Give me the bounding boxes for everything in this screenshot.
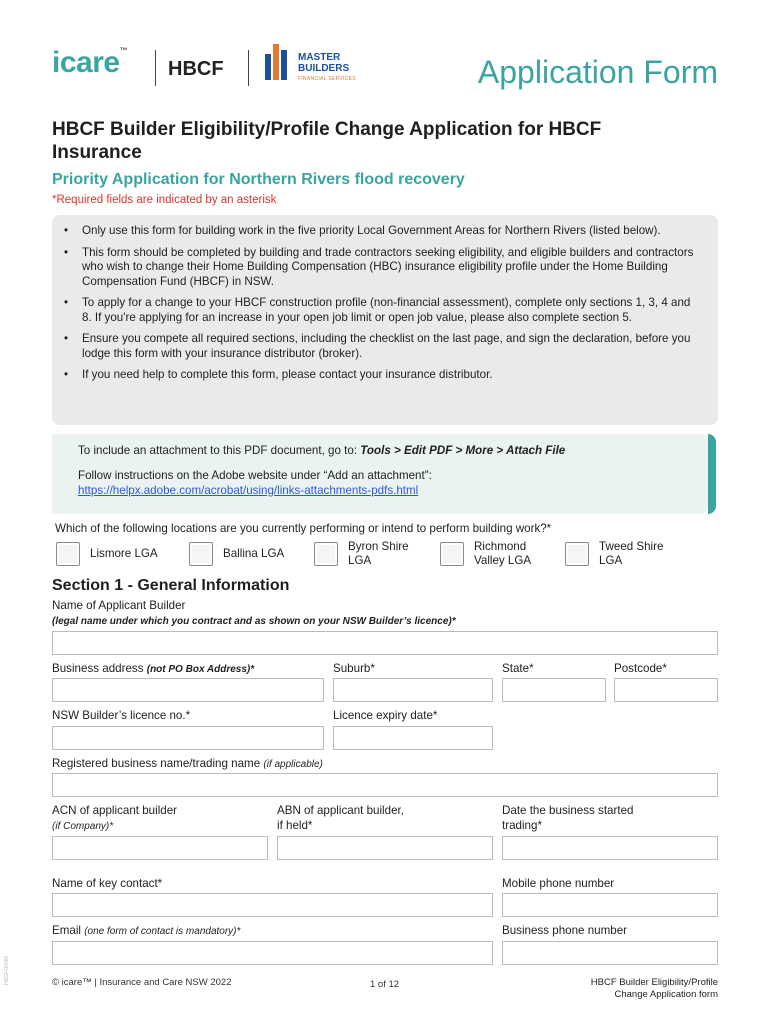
acn-field[interactable] — [52, 836, 268, 860]
trading-name-field[interactable] — [52, 773, 718, 797]
email-label: Email (one form of contact is mandatory)* — [52, 924, 241, 937]
richmond-label: Richmond Valley LGA — [474, 540, 532, 567]
list-item: • If you need help to complete this form, please contact your insurance distributor. — [62, 368, 702, 383]
ballina-label: Ballina LGA — [223, 547, 285, 560]
mobile-field[interactable] — [502, 893, 718, 917]
list-item: • Ensure you compete all required sections, including the checklist on the last page, and sign the declaration, before you lodge this form with your insurance distributor (broker). — [62, 332, 702, 361]
icare-logo: icare™ — [52, 46, 128, 79]
attachment-intro: To include an attachment to this PDF document, go to: Tools > Edit PDF > More > Attach File — [78, 444, 566, 457]
master-builders-logo: MASTER BUILDERS — [298, 52, 350, 74]
tweed-checkbox[interactable] — [565, 542, 589, 566]
list-item: • Only use this form for building work in the five priority Local Government Areas for Northern Rivers (listed below). — [62, 224, 702, 239]
suburb-field[interactable] — [333, 678, 493, 702]
state-field[interactable] — [502, 678, 606, 702]
attachment-instructions: Follow instructions on the Adobe website under “Add an attachment”: https://helpx.adobe.com/acrobat/using/links-attachments-pdfs.html — [78, 469, 432, 497]
acn-label: ACN of applicant builder — [52, 804, 178, 817]
business-address-label: Business address (not PO Box Address)* — [52, 662, 255, 675]
logo-divider — [155, 50, 156, 86]
byron-label: Byron Shire LGA — [348, 540, 409, 567]
page-title: HBCF Builder Eligibility/Profile Change Application for HBCF Insurance — [52, 119, 602, 163]
abn-label: ABN of applicant builder, if held* — [277, 804, 404, 832]
abn-field[interactable] — [277, 836, 493, 860]
hbcf-logo: HBCF — [168, 58, 224, 80]
document-type: Application Form — [477, 54, 718, 90]
side-document-code: HBCF-00000 — [4, 955, 10, 985]
lismore-checkbox[interactable] — [56, 542, 80, 566]
licence-no-field[interactable] — [52, 726, 324, 750]
lismore-label: Lismore LGA — [90, 547, 158, 560]
footer-doc-name: HBCF Builder Eligibility/Profile Change Application form — [590, 977, 718, 1000]
licence-expiry-label: Licence expiry date* — [333, 709, 438, 722]
applicant-name-field[interactable] — [52, 631, 718, 655]
acn-hint: (if Company)* — [52, 821, 114, 832]
business-phone-label: Business phone number — [502, 924, 628, 937]
trading-name-label: Registered business name/trading name (if applicable) — [52, 757, 323, 770]
list-item: • This form should be completed by building and trade contractors seeking eligibility, and eligible builders and contractors who wish to change their Home Building Compensation (HBC) insurance eligibility profile under the Home Building Compensation Fund (HBCF) in NSW. — [62, 246, 702, 290]
postcode-field[interactable] — [614, 678, 718, 702]
footer-copyright: © icare™ | Insurance and Care NSW 2022 — [52, 977, 232, 988]
date-started-label: Date the business started trading* — [502, 804, 634, 832]
master-builders-mark-icon — [265, 44, 291, 80]
key-contact-field[interactable] — [52, 893, 493, 917]
locations-question: Which of the following locations are you currently performing or intend to perform building work?* — [55, 522, 552, 535]
page-number: 1 of 12 — [370, 979, 400, 990]
suburb-label: Suburb* — [333, 662, 375, 675]
licence-expiry-field[interactable] — [333, 726, 493, 750]
instructions-list — [62, 224, 702, 390]
master-builders-subtitle: FINANCIAL SERVICES — [298, 76, 356, 82]
required-note: *Required fields are indicated by an asterisk — [52, 194, 277, 206]
adobe-help-link[interactable]: https://helpx.adobe.com/acrobat/using/links-attachments-pdfs.html — [78, 484, 419, 497]
byron-checkbox[interactable] — [314, 542, 338, 566]
postcode-label: Postcode* — [614, 662, 667, 675]
section-1-heading: Section 1 - General Information — [52, 577, 290, 594]
state-label: State* — [502, 662, 534, 675]
licence-no-label: NSW Builder’s licence no.* — [52, 709, 191, 722]
date-started-field[interactable] — [502, 836, 718, 860]
page-subtitle: Priority Application for Northern Rivers flood recovery — [52, 171, 465, 188]
richmond-checkbox[interactable] — [440, 542, 464, 566]
logo-divider — [248, 50, 249, 86]
business-address-field[interactable] — [52, 678, 324, 702]
tweed-label: Tweed Shire LGA — [599, 540, 664, 567]
email-field[interactable] — [52, 941, 493, 965]
applicant-name-hint: (legal name under which you contract and as shown on your NSW Builder’s licence)* — [52, 616, 456, 627]
ballina-checkbox[interactable] — [189, 542, 213, 566]
business-phone-field[interactable] — [502, 941, 718, 965]
mobile-label: Mobile phone number — [502, 877, 615, 890]
attachment-menu-path: Tools > Edit PDF > More > Attach File — [360, 444, 566, 457]
list-item: • To apply for a change to your HBCF construction profile (non-financial assessment), complete only sections 1, 3, 4 and 8. If you're applying for an increase in your open job limit or open job value, please also complete section 5. — [62, 296, 702, 325]
applicant-name-label: Name of Applicant Builder — [52, 599, 186, 612]
key-contact-label: Name of key contact* — [52, 877, 163, 890]
attachment-accent-bar — [708, 434, 716, 514]
